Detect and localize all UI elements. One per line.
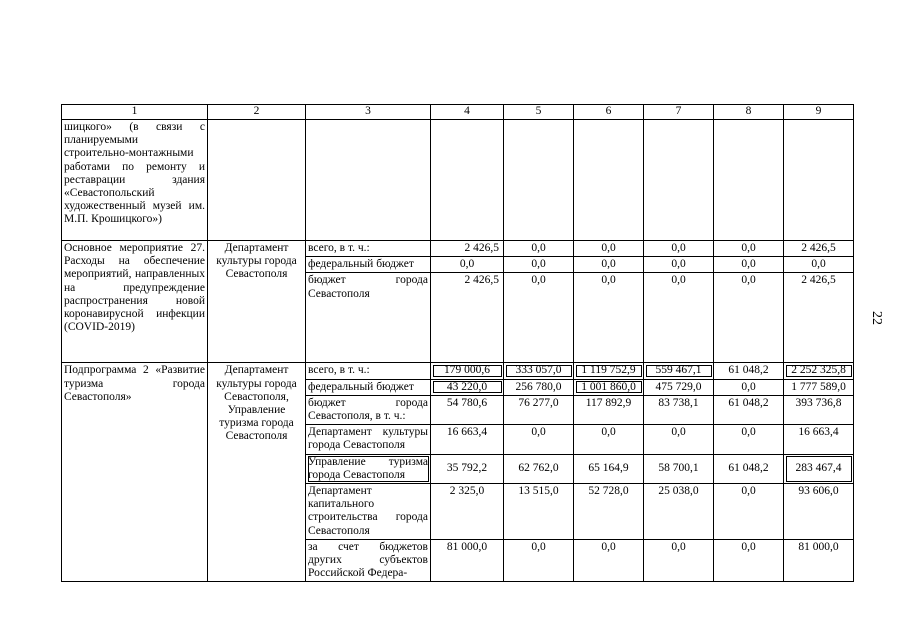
value-cell: 0,0	[644, 273, 714, 363]
header-cell: 7	[644, 105, 714, 120]
value-cell: 117 892,9	[574, 395, 644, 424]
value-cell: 0,0	[714, 425, 784, 454]
empty-cell	[644, 120, 714, 241]
value-cell: 16 663,4	[784, 425, 854, 454]
value-cell: 61 048,2	[714, 454, 784, 483]
value-cell: 0,0	[504, 273, 574, 363]
value-cell: 393 736,8	[784, 395, 854, 424]
empty-cell	[784, 120, 854, 241]
value-cell: 0,0	[504, 257, 574, 273]
value-cell: 2 426,5	[784, 241, 854, 257]
value-cell: 0,0	[644, 539, 714, 582]
value-cell: 58 700,1	[644, 454, 714, 483]
value-cell: 65 164,9	[574, 454, 644, 483]
value-cell: 0,0	[574, 241, 644, 257]
value-cell: 81 000,0	[784, 539, 854, 582]
program-name: шицкого» (в связи с планируемыми строительно-монтажными работами по ремонту и реставрации здания «Севастопольский художественный музей им. М.П. Крошицкого»)	[62, 120, 208, 241]
value-cell: 0,0	[644, 257, 714, 273]
value-cell: 475 729,0	[644, 379, 714, 395]
header-cell: 6	[574, 105, 644, 120]
value-cell: 0,0	[644, 241, 714, 257]
value-cell: 333 057,0	[504, 363, 574, 379]
source-label: Департамент культуры города Севастополя	[306, 425, 431, 454]
table-row	[62, 241, 854, 257]
value-cell: 0,0	[504, 241, 574, 257]
value-cell: 0,0	[644, 425, 714, 454]
empty-cell	[208, 120, 306, 241]
empty-cell	[306, 120, 431, 241]
empty-cell	[574, 120, 644, 241]
empty-cell	[504, 120, 574, 241]
header-row	[62, 105, 854, 120]
value-cell: 35 792,2	[431, 454, 504, 483]
value-cell: 43 220,0	[431, 379, 504, 395]
program-name: Подпрограмма 2 «Развитие туризма города Севастополя»	[62, 363, 208, 582]
value-cell: 179 000,6	[431, 363, 504, 379]
header-cell: 2	[208, 105, 306, 120]
value-cell: 2 325,0	[431, 484, 504, 540]
value-cell: 2 426,5	[431, 273, 504, 363]
value-cell: 2 426,5	[431, 241, 504, 257]
value-cell: 54 780,6	[431, 395, 504, 424]
value-cell: 559 467,1	[644, 363, 714, 379]
source-label: бюджет города Севастополя, в т. ч.:	[306, 395, 431, 424]
value-cell: 52 728,0	[574, 484, 644, 540]
header-cell: 4	[431, 105, 504, 120]
value-cell: 13 515,0	[504, 484, 574, 540]
source-label: бюджет города Севастополя	[306, 273, 431, 363]
value-cell: 0,0	[714, 484, 784, 540]
value-cell: 0,0	[714, 241, 784, 257]
value-cell: 1 001 860,0	[574, 379, 644, 395]
value-cell: 61 048,2	[714, 395, 784, 424]
budget-table	[61, 104, 854, 582]
page-number: 22	[869, 311, 884, 325]
source-label: за счет бюджетов других субъектов Российской Федера-	[306, 539, 431, 582]
header-cell: 5	[504, 105, 574, 120]
value-cell: 2 426,5	[784, 273, 854, 363]
value-cell: 76 277,0	[504, 395, 574, 424]
value-cell: 0,0	[784, 257, 854, 273]
value-cell: 1 777 589,0	[784, 379, 854, 395]
value-cell: 0,0	[431, 257, 504, 273]
value-cell: 0,0	[574, 257, 644, 273]
value-cell: 0,0	[574, 273, 644, 363]
value-cell: 256 780,0	[504, 379, 574, 395]
executor: Департамент культуры города Севастополя, Управление туризма города Севастополя	[208, 363, 306, 582]
value-cell: 62 762,0	[504, 454, 574, 483]
source-label: Департамент капитального строительства города Севастополя	[306, 484, 431, 540]
source-label: федеральный бюджет	[306, 379, 431, 395]
value-cell: 0,0	[714, 257, 784, 273]
empty-cell	[714, 120, 784, 241]
source-label: федеральный бюджет	[306, 257, 431, 273]
source-label: всего, в т. ч.:	[306, 363, 431, 379]
value-cell: 83 738,1	[644, 395, 714, 424]
header-cell: 3	[306, 105, 431, 120]
value-cell: 0,0	[714, 273, 784, 363]
value-cell: 81 000,0	[431, 539, 504, 582]
header-cell: 9	[784, 105, 854, 120]
table-row	[62, 120, 854, 241]
table-row	[62, 363, 854, 379]
source-label: всего, в т. ч.:	[306, 241, 431, 257]
value-cell: 93 606,0	[784, 484, 854, 540]
executor: Департамент культуры города Севастополя	[208, 241, 306, 363]
value-cell: 0,0	[574, 425, 644, 454]
header-cell: 1	[62, 105, 208, 120]
value-cell: 283 467,4	[784, 454, 854, 483]
value-cell: 0,0	[714, 379, 784, 395]
empty-cell	[431, 120, 504, 241]
header-cell: 8	[714, 105, 784, 120]
value-cell: 0,0	[504, 539, 574, 582]
value-cell: 16 663,4	[431, 425, 504, 454]
source-label: Управление туризма города Севастополя	[306, 454, 431, 483]
value-cell: 1 119 752,9	[574, 363, 644, 379]
value-cell: 25 038,0	[644, 484, 714, 540]
value-cell: 2 252 325,8	[784, 363, 854, 379]
value-cell: 0,0	[714, 539, 784, 582]
value-cell: 61 048,2	[714, 363, 784, 379]
value-cell: 0,0	[574, 539, 644, 582]
value-cell: 0,0	[504, 425, 574, 454]
program-name: Основное мероприятие 27. Расходы на обеспечение мероприятий, направленных на предупреждение распространения новой коронавирусной инфекции (COVID-2019)	[62, 241, 208, 363]
